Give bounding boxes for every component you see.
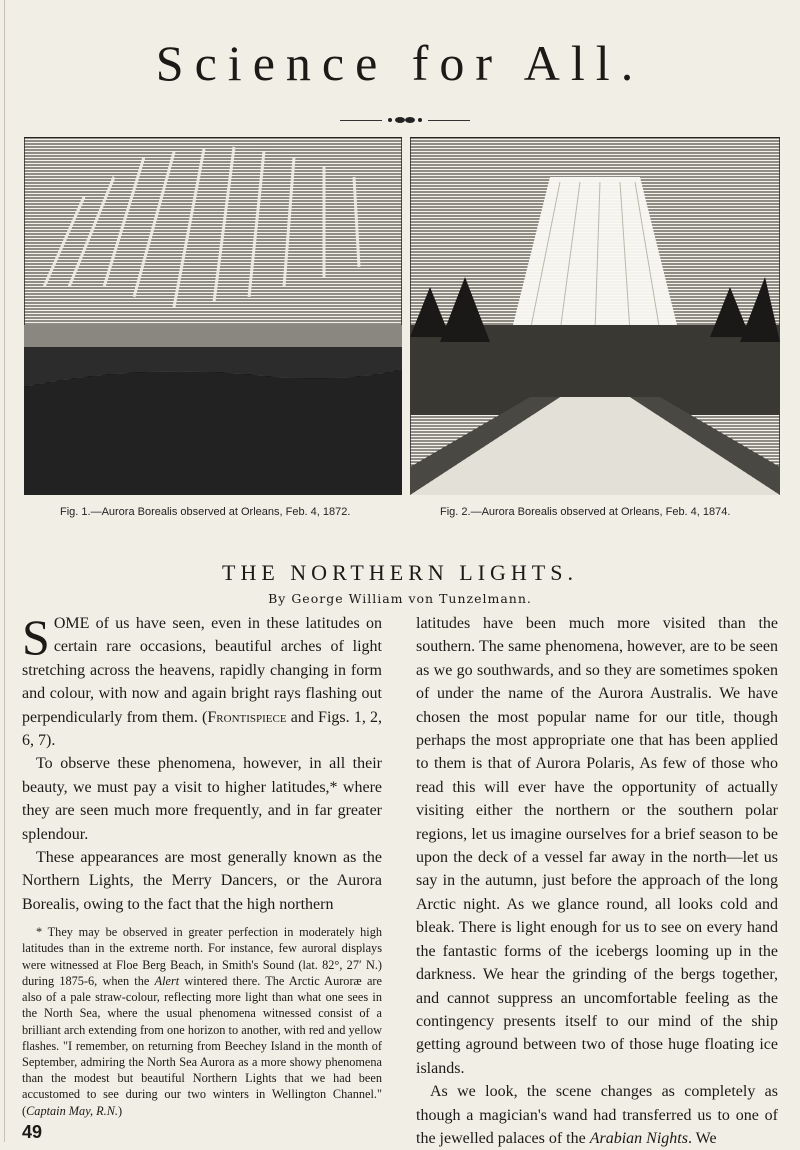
paragraph: latitudes have been much more visited than the southern. The same phenomena, however, are to be seen as we go southwards, and so they are sometimes spoken of under the name of the Aurora Australis. We have chosen the most popular name for our title, though perhaps the most appropriate one that has been applied to them is that of Aurora Polaris, As few of those who read this will ever have the opportunity of actually visiting either the northern or the southern polar regions, let us imagine ourselves for a brief season to be upon the deck of a vessel far away in the north—let us say in the autumn, just before the approach of the long Arctic night. As we glance round, all looks cold and bleak. There is light enough for us to see on every hand the fantastic forms of the icebergs looming up in the darkness. We hear the grinding of the bergs together, and cannot suppress an uncomfortable feeling as the contingency presents itself to our mind of the ship getting aground between two of those huge floating ice islands. — [416, 615, 778, 1077]
paragraph: These appearances are most generally known as the Northern Lights, the Merry Dancers, or the Aurora Borealis, owing to the fact that the high northern — [22, 849, 382, 913]
ornament-divider — [382, 113, 428, 127]
paragraph: To observe these phenomena, however, in all their beauty, we must pay a visit to higher latitudes,* where they are seen much more frequently, and in far greater splendour. — [22, 755, 382, 843]
figure-1-aurora-engraving — [24, 137, 402, 495]
drop-cap: S — [22, 609, 50, 665]
page-number: 49 — [22, 1121, 43, 1142]
paragraph: SOME of us have seen, even in these latitudes on certain rare occasions, beautiful arches of light stretching across the heavens, rapidly changing in form and colour, with now and again bright rays flashing out perpendicularly from them. (Frontispiece and Figs. 1, 2, 6, 7). — [22, 609, 382, 750]
figure-2-aurora-engraving — [410, 137, 780, 495]
column-left — [22, 609, 382, 1144]
article-title: THE NORTHERN LIGHTS. — [222, 560, 578, 585]
lead-word: OME — [53, 615, 90, 632]
paragraph: As we look, the scene changes as completely as though a magician's wand had transferred us to one of the jewelled palaces of the Arabian Nights. We — [416, 1083, 778, 1147]
figure-1-caption: Fig. 1.—Aurora Borealis observed at Orleans, Feb. 4, 1872. — [60, 506, 351, 518]
figure-2-caption: Fig. 2.—Aurora Borealis observed at Orleans, Feb. 4, 1874. — [440, 506, 731, 518]
footnote: * They may be observed in greater perfection in moderately high latitudes than in the extreme north. For instance, few auroral displays were witnessed at Floe Berg Beach, in Smith's Sound (lat. 82°, 27′ N.) during 1875-6, when the Alert wintered there. The Arctic Auroræ are also of a pale straw-colour, reflecting more light than what one sees in the North Sea, where the usual phenomena witnessed consist of a brilliant arch extending from one horizon to another, with red and yellow flashes. "I remember, on returning from Beechey Island in the month of September, admiring the North Sea Aurora as a more showy phenomena than the modest but beautiful Northern Lights that we had been accustomed to see during our two winters in Wellington Channel." (Captain May, R.N.) — [22, 925, 382, 1118]
column-right — [416, 612, 778, 1150]
masthead: Science for All. — [155, 35, 645, 91]
article-byline: By George William von Tunzelmann. — [268, 591, 532, 606]
